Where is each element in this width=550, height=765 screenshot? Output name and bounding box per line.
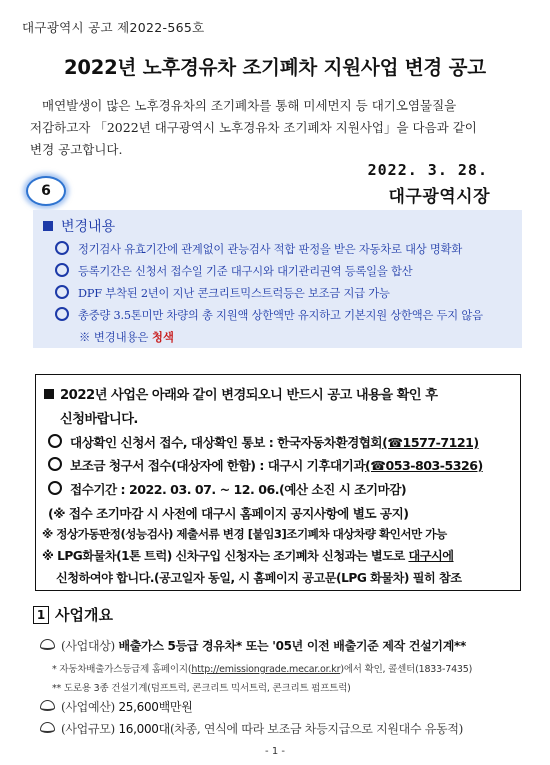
- page-number: - 1 -: [265, 746, 285, 757]
- intro-paragraph: [30, 95, 525, 161]
- intro-line-1: 매연발생이 많은 노후경유차의 조기폐차를 통해 미세먼지 등 대기오염물질을: [42, 98, 457, 113]
- change-item: 등록기간은 신청서 접수일 기준 대구시와 대기관리권역 등록일을 합산: [55, 263, 412, 279]
- footnote-emission-grade: * 자동차배출가스등급제 홈페이지(http://emissiongrade.mecar.or.kr)에서 확인, 콜센터(1833-7435): [52, 664, 473, 675]
- bowl-bullet-icon: [40, 639, 55, 650]
- square-bullet-icon: [44, 389, 54, 399]
- circle-bullet-icon: [55, 307, 69, 321]
- change-item: 총중량 3.5톤미만 차량의 총 지원액 상한액만 유지하고 기본지원 상한액은 두지 않음: [55, 307, 483, 323]
- change-color-note: ※ 변경내용은 청색: [79, 330, 174, 344]
- intro-line-2: 저감하고자 「2022년 대구광역시 노후경유차 조기폐차 지원사업」을 다음과 같이: [30, 120, 477, 135]
- emission-grade-link[interactable]: http://emissiongrade.mecar.or.kr: [191, 664, 341, 675]
- circle-bullet-icon: [55, 263, 69, 277]
- program-budget: (사업예산) 25,600백만원: [40, 698, 193, 715]
- intro-line-3: 변경 공고합니다.: [30, 142, 123, 157]
- bowl-bullet-icon: [40, 722, 55, 733]
- circle-bullet-icon: [48, 457, 62, 471]
- document-number: 대구광역시 공고 제2022-565호: [22, 20, 205, 35]
- section-heading: 1 사업개요: [33, 604, 113, 625]
- notice-date: 2022. 3. 28.: [367, 161, 488, 179]
- notice-heading-line-2: 신청바랍니다.: [60, 412, 138, 427]
- circle-bullet-icon: [55, 285, 69, 299]
- footnote-construction-machinery: ** 도로용 3종 건설기계(덤프트럭, 콘크리트 믹서트럭, 콘크리트 펌프트럭): [52, 683, 351, 694]
- notice-early-close: (※ 접수 조기마감 시 사전에 대구시 홈페이지 공지사항에 별도 공지): [48, 506, 409, 521]
- issuing-organization: 대구광역시장: [388, 187, 490, 207]
- notice-contact-city: 보조금 청구서 접수(대상자에 한함) : 대구시 기후대기과(☎053-803-5326): [48, 455, 483, 474]
- notice-document-change: ※ 정상가동판정(성능검사) 제출서류 변경 [붙임3]조기폐차 대상차량 확인서만 가능: [42, 527, 447, 541]
- change-item: DPF 부착된 2년이 지난 콘크리트믹스트럭등은 보조금 지급 가능: [55, 285, 390, 301]
- notice-lpg-line-2: 신청하여야 합니다.(공고일자 동일, 시 홈페이지 공고문(LPG 화물차) 필히 참조: [56, 571, 462, 585]
- bowl-bullet-icon: [40, 700, 55, 711]
- program-scale: (사업규모) 16,000대(차종, 연식에 따라 보조금 차등지급으로 지원대수 유동적): [40, 720, 463, 737]
- circle-bullet-icon: [55, 241, 69, 255]
- change-heading: 변경내용: [43, 216, 115, 236]
- program-target: (사업대상) 배출가스 5등급 경유차* 또는 '05년 이전 배출기준 제작 건설기계**: [40, 637, 466, 654]
- notice-contact-association: 대상확인 신청서 접수, 대상확인 통보 : 한국자동차환경협회(☎1577-7121): [48, 432, 479, 451]
- notice-lpg-line-1: ※ LPG화물차(1톤 트럭) 신차구입 신청자는 조기폐차 신청과는 별도로 대구시에: [42, 549, 454, 563]
- important-notice-box: [35, 374, 521, 591]
- change-item: 정기검사 유효기간에 관계없이 관능검사 적합 판정을 받은 자동차로 대상 명확화: [55, 241, 462, 257]
- notice-heading-line-1: 2022년 사업은 아래와 같이 변경되오니 반드시 공고 내용을 확인 후: [44, 384, 438, 403]
- change-summary-box: [33, 210, 522, 348]
- section-number: 1: [33, 606, 49, 624]
- notice-period: 접수기간 : 2022. 03. 07. ~ 12. 06.(예산 소진 시 조기마감): [48, 479, 406, 498]
- square-bullet-icon: [43, 221, 53, 231]
- document-title: 2022년 노후경유차 조기폐차 지원사업 변경 공고: [64, 56, 486, 79]
- circle-bullet-icon: [48, 481, 62, 495]
- page-marker-badge: 6: [26, 176, 66, 206]
- circle-bullet-icon: [48, 434, 62, 448]
